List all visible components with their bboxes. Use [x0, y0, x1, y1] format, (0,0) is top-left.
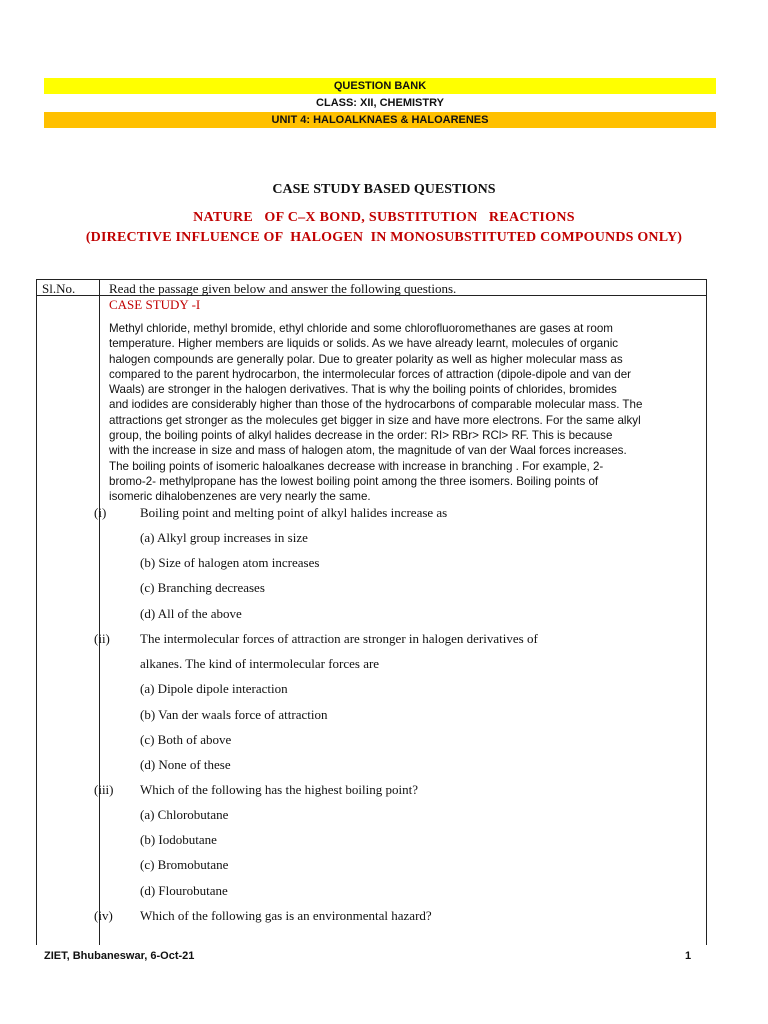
passage-line: The boiling points of isomeric haloalkanes decrease with increase in branching . For example, 2- — [109, 459, 604, 473]
column-divider — [99, 280, 100, 945]
question-number: (iv) — [94, 908, 113, 923]
passage-line: bromo-2- methylpropane has the lowest boiling point among the three isomers. Boiling points of — [109, 474, 599, 488]
question-number: (ii) — [94, 631, 110, 646]
case-study-title: CASE STUDY -I — [109, 297, 201, 312]
option-d: (d) None of these — [140, 757, 231, 772]
section-heading: CASE STUDY BASED QUESTIONS — [272, 182, 496, 197]
option-a: (a) Chlorobutane — [140, 807, 229, 822]
passage-line: attractions get stronger as the molecules get bigger in size and have more electrons. For the same alkyl — [109, 413, 641, 427]
passage-line: temperature. Higher members are liquids or solids. As we have already learnt, molecules of organic — [109, 337, 619, 351]
instruction-text: Read the passage given below and answer the following questions. — [109, 281, 457, 296]
serial-number-header: Sl.No. — [42, 281, 76, 296]
passage-line: and iodides are considerably higher than those of the hydrocarbons of comparable molecular mass. The — [109, 398, 643, 412]
topic-heading: NATURE OF C–X BOND, SUBSTITUTION REACTIONS — [193, 210, 575, 225]
option-b: (b) Iodobutane — [140, 832, 217, 847]
option-c: (c) Branching decreases — [140, 580, 265, 595]
title-question-bank: QUESTION BANK — [44, 78, 716, 94]
option-a: (a) Dipole dipole interaction — [140, 681, 288, 696]
case-study-passage — [109, 321, 701, 505]
page-number: 1 — [685, 950, 692, 962]
option-d: (d) All of the above — [140, 606, 242, 621]
question-text: Boiling point and melting point of alkyl halides increase as — [140, 505, 448, 520]
option-a: (a) Alkyl group increases in size — [140, 530, 308, 545]
option-d: (d) Flourobutane — [140, 883, 228, 898]
topic-subheading: (DIRECTIVE INFLUENCE OF HALOGEN IN MONOSUBSTITUTED COMPOUNDS ONLY) — [85, 230, 683, 245]
option-b: (b) Van der waals force of attraction — [140, 707, 328, 722]
passage-line: halogen compounds are generally polar. Due to greater polarity as well as higher molecular mass as — [109, 352, 623, 366]
question-text: The intermolecular forces of attraction are stronger in halogen derivatives of — [140, 631, 538, 646]
question-text-continued: alkanes. The kind of intermolecular forces are — [140, 656, 380, 671]
title-class: CLASS: XII, CHEMISTRY — [44, 95, 716, 111]
passage-line: isomeric dihalobenzenes are very nearly the same. — [109, 490, 371, 504]
option-b: (b) Size of halogen atom increases — [140, 555, 320, 570]
question-number: (iii) — [94, 782, 114, 797]
passage-line: Waals) are stronger in the halogen derivatives. That is why the boiling points of chlorides, bromides — [109, 383, 617, 397]
question-text: Which of the following has the highest boiling point? — [140, 782, 419, 797]
footer-source: ZIET, Bhubaneswar, 6-Oct-21 — [44, 950, 195, 962]
question-table — [36, 279, 707, 945]
question-number: (i) — [94, 505, 107, 520]
passage-line: group, the boiling points of alkyl halides decrease in the order: RI> RBr> RCl> RF. This is because — [109, 429, 613, 443]
passage-line: with the increase in size and mass of halogen atom, the magnitude of van der Waal forces increases. — [109, 444, 627, 458]
option-c: (c) Bromobutane — [140, 857, 229, 872]
passage-line: compared to the parent hydrocarbon, the intermolecular forces of attraction (dipole-dipole and van der — [109, 367, 632, 381]
question-text: Which of the following gas is an environmental hazard? — [140, 908, 432, 923]
passage-line: Methyl chloride, methyl bromide, ethyl chloride and some chlorofluoromethanes are gases at room — [109, 322, 613, 335]
option-c: (c) Both of above — [140, 732, 232, 747]
title-unit: UNIT 4: HALOALKNAES & HALOARENES — [44, 112, 716, 128]
